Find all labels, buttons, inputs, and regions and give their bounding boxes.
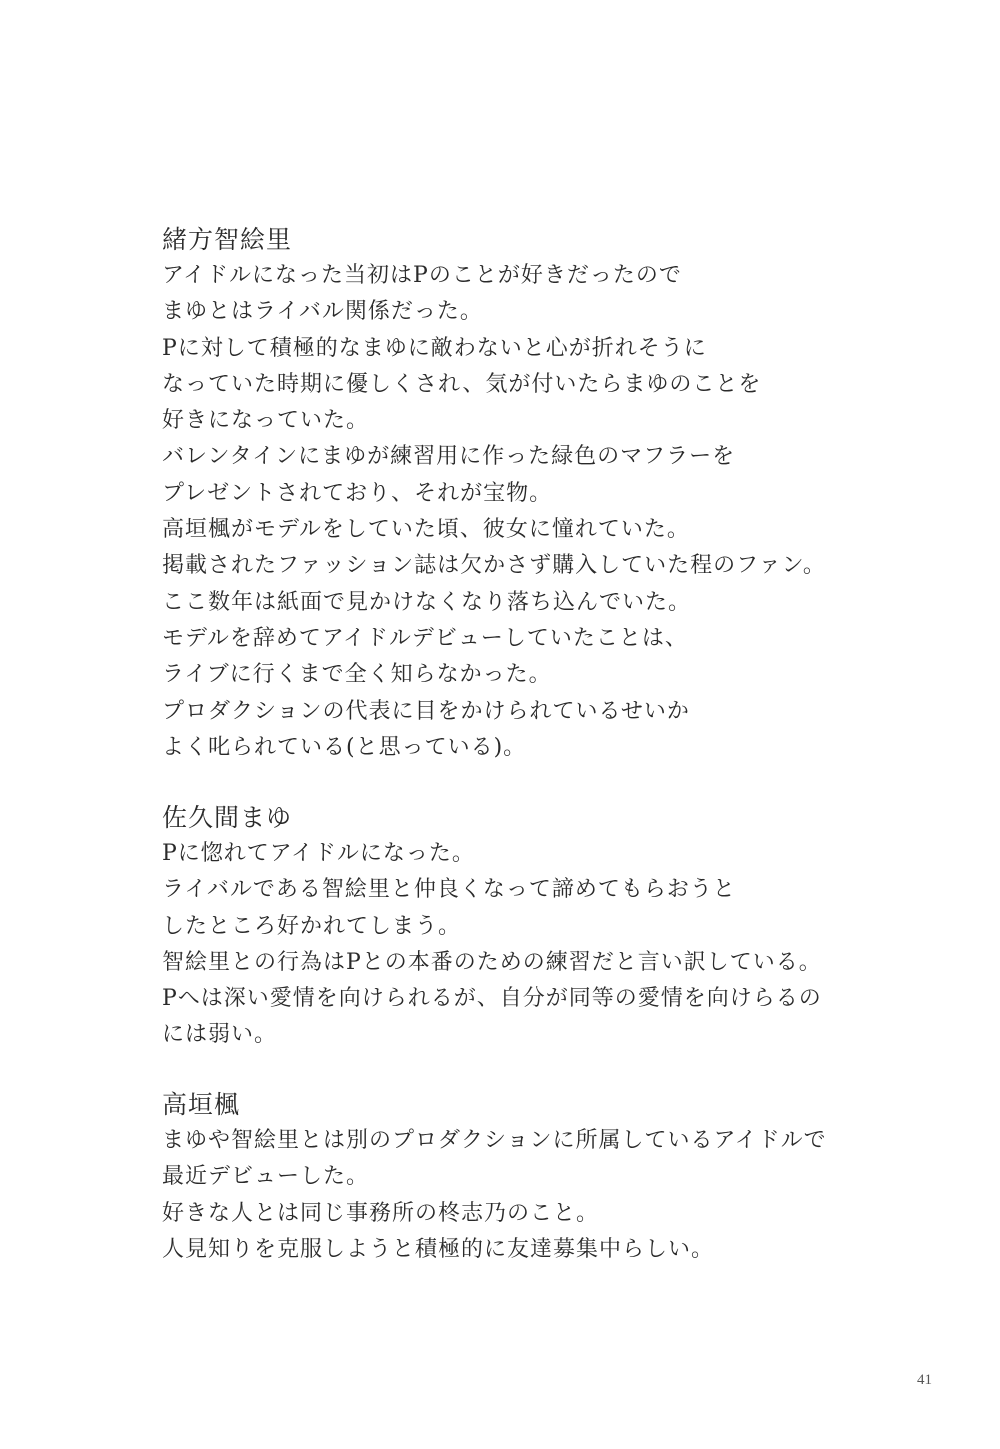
profile-heading: 緒方智絵里 xyxy=(162,225,293,254)
profile-line: Pに惚れてアイドルになった。 xyxy=(162,841,475,866)
profile-line: プレゼントされており、それが宝物。 xyxy=(162,480,553,506)
page-number: 41 xyxy=(917,1372,932,1388)
profile-line: まゆとはライバル関係だった。 xyxy=(162,299,483,325)
profile-line: 掲載されたファッション誌は欠かさず購入していた程のファン。 xyxy=(162,553,826,579)
profile-kaede xyxy=(162,1087,882,1268)
profile-line: 人見知りを克服しようと積極的に友達募集中らしい。 xyxy=(162,1236,715,1262)
profile-heading: 佐久間まゆ xyxy=(162,803,293,832)
profile-line: アイドルになった当初はPのことが好きだったので xyxy=(162,263,682,288)
profile-mayu xyxy=(162,800,882,1054)
profile-line: には弱い。 xyxy=(162,1022,278,1048)
profile-line: まゆや智絵里とは別のプロダクションに所属しているアイドルで xyxy=(162,1128,827,1153)
profile-line: よく叱られている(と思っている)。 xyxy=(162,734,527,760)
profile-line: 好きな人とは同じ事務所の柊志乃のこと。 xyxy=(162,1200,600,1226)
profile-line: Pに対して積極的なまゆに敵わないと心が折れそうに xyxy=(162,335,707,361)
profile-heading: 高垣楓 xyxy=(162,1090,241,1119)
profile-line: 智絵里との行為はPとの本番のための練習だと言い訳している。 xyxy=(162,949,822,975)
profile-chieri xyxy=(162,222,882,766)
profile-line: 好きになっていた。 xyxy=(162,408,370,434)
profile-line: 最近デビューした。 xyxy=(162,1164,370,1190)
profile-line: モデルを辞めてアイドルデビューしていたことは、 xyxy=(162,625,688,651)
profile-line: ここ数年は紙面で見かけなくなり落ち込んでいた。 xyxy=(162,589,692,615)
profile-line: プロダクションの代表に目をかけられているせいか xyxy=(162,698,690,724)
profile-line: 高垣楓がモデルをしていた頃、彼女に憧れていた。 xyxy=(162,517,690,543)
profile-line: ライバルである智絵里と仲良くなって諦めてもらおうと xyxy=(162,877,736,903)
profile-line: バレンタインにまゆが練習用に作った緑色のマフラーを xyxy=(162,444,736,470)
profile-line: ライブに行くまで全く知らなかった。 xyxy=(162,662,552,688)
profile-line: したところ好かれてしまう。 xyxy=(162,913,462,939)
profile-line: なっていた時期に優しくされ、気が付いたらまゆのことを xyxy=(162,371,762,397)
profile-line: Pへは深い愛情を向けられるが、自分が同等の愛情を向けらるの xyxy=(162,986,822,1012)
